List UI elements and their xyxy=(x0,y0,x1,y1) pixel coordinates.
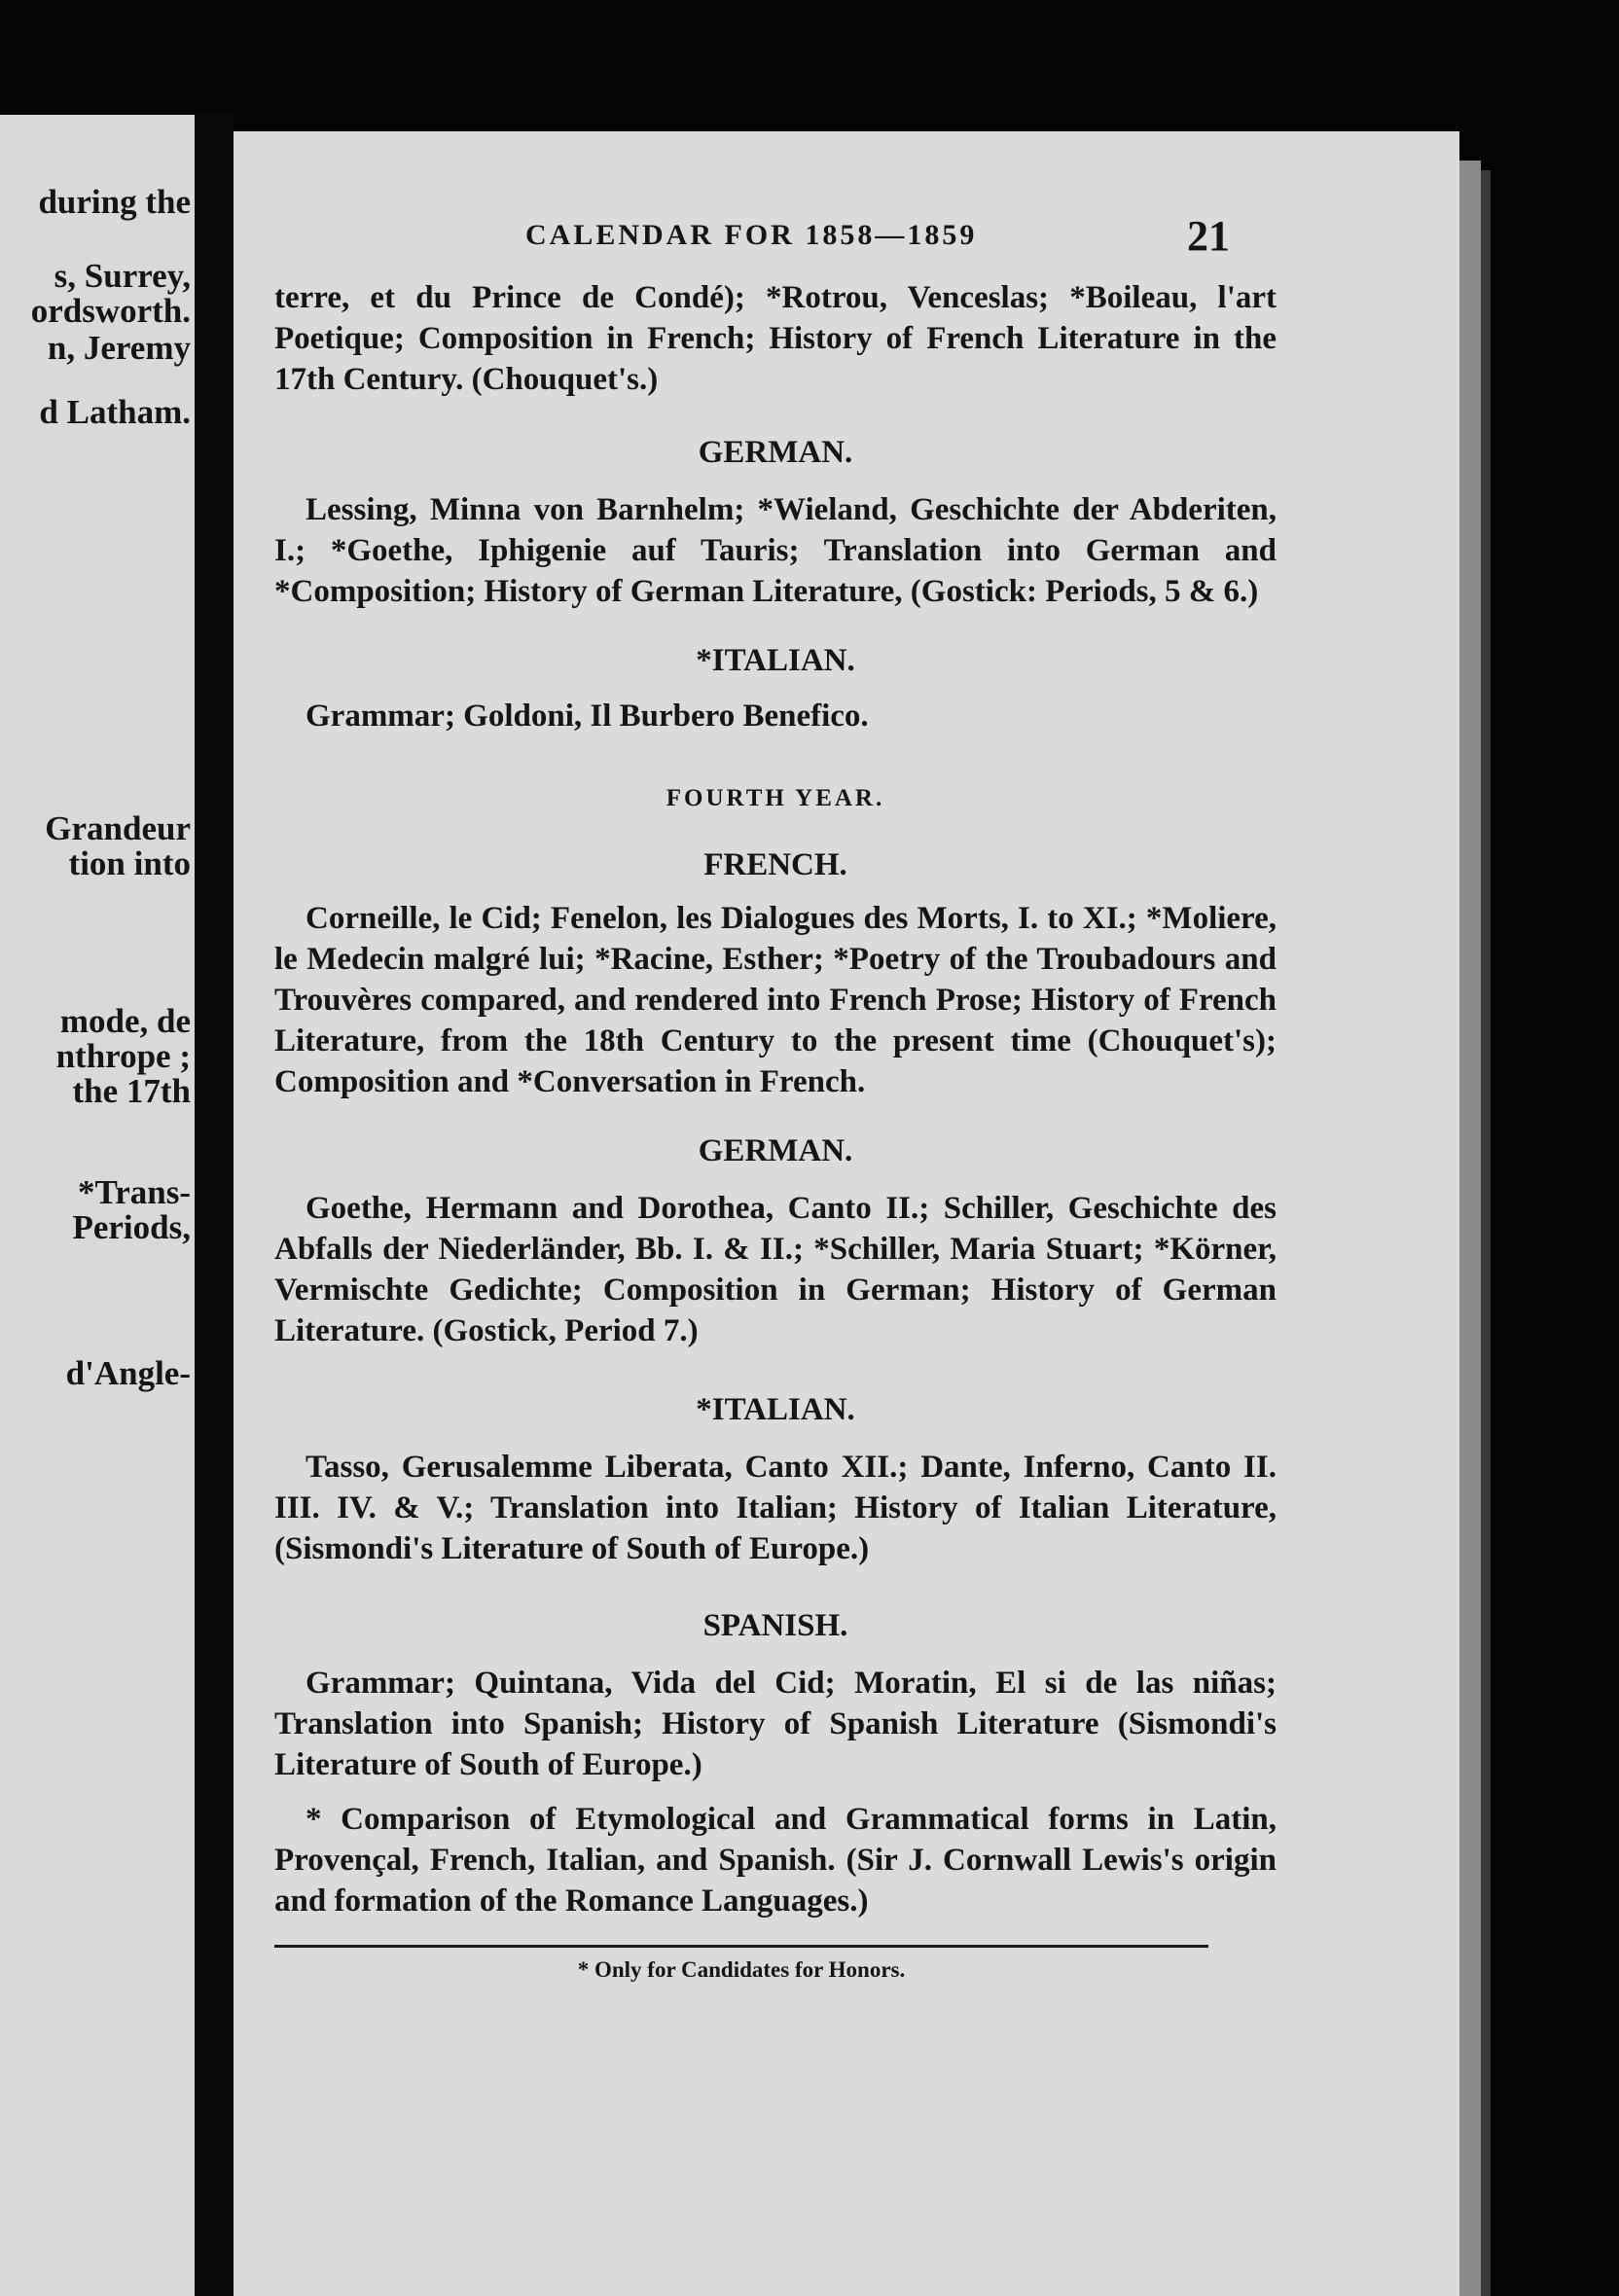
german-fourth-paragraph: Goethe, Hermann and Dorothea, Canto II.; Schiller, Geschichte des Abfalls der Niederländer, Bb. I. & II.; *Schiller, Maria Stuart; *Körner, Vermischte Gedichte; Composition in German; History of German Literature. (Gostick, Period 7.) xyxy=(274,1191,1277,1348)
heading-german-fourth: GERMAN. xyxy=(698,1133,853,1168)
german-paragraph: Lessing, Minna von Barnhelm; *Wieland, Geschichte der Abderiten, I.; *Goethe, Iphigenie auf Tauris; Translation into German and *Composition; History of German Literature, (Gostick: Periods, 5 & 6.) xyxy=(274,492,1277,609)
book-gutter xyxy=(195,115,234,2296)
spanish-paragraph: Grammar; Quintana, Vida del Cid; Moratin, El si de las niñas; Translation into Spanish; History of Spanish Literature (Sismondi's Literature of South of Europe.) xyxy=(274,1666,1277,1782)
heading-italian-fourth: *ITALIAN. xyxy=(696,1392,855,1427)
left-page-line: the 17th xyxy=(72,1072,191,1110)
left-page-line: s, Surrey, xyxy=(54,257,191,295)
heading-german: GERMAN. xyxy=(698,435,853,470)
right-page xyxy=(234,131,1459,2296)
italian-paragraph: Grammar; Goldoni, Il Burbero Benefico. xyxy=(306,699,869,734)
footnote-rule xyxy=(274,1945,1208,1948)
footnote: * Only for Candidates for Honors. xyxy=(577,1957,906,1982)
left-page-line: Periods, xyxy=(72,1208,191,1246)
heading-french: FRENCH. xyxy=(703,847,847,882)
page-edge xyxy=(1459,161,1481,2296)
heading-fourth-year: FOURTH YEAR. xyxy=(666,785,885,811)
left-page-line: Grandeur xyxy=(45,809,191,847)
intro-paragraph: terre, et du Prince de Condé); *Rotrou, Venceslas; *Boileau, l'art Poetique; Composition in French; History of French Literature in the 17th Century. (Chouquet's.) xyxy=(274,280,1277,397)
page-edge-shadow xyxy=(1481,170,1491,2296)
left-page-line: nthrope ; xyxy=(55,1037,191,1075)
left-page-line: mode, de xyxy=(59,1002,191,1040)
left-page-line: during the xyxy=(38,183,191,221)
french-paragraph: Corneille, le Cid; Fenelon, les Dialogues des Morts, I. to XI.; *Moliere, le Medecin malgré lui; *Racine, Esther; *Poetry of the Troubadours and Trouvères compared, and rendered into French Prose; History of French Literature, from the 18th Century to the present time (Chouquet's); Composition and *Conversation in French. xyxy=(274,901,1277,1099)
page-content xyxy=(274,277,1277,1983)
left-page xyxy=(0,115,195,2296)
left-page-line: n, Jeremy xyxy=(47,329,191,367)
page-number: 21 xyxy=(1187,212,1230,260)
running-head: CALENDAR FOR 1858—1859 xyxy=(525,219,978,251)
left-page-line: tion into xyxy=(68,844,191,882)
heading-spanish: SPANISH. xyxy=(702,1608,848,1643)
left-page-line: *Trans- xyxy=(77,1173,191,1211)
italian-fourth-paragraph: Tasso, Gerusalemme Liberata, Canto XII.; Dante, Inferno, Canto II. III. IV. & V.; Translation into Italian; History of Italian Literature, (Sismondi's Literature of South of Europe.) xyxy=(274,1450,1277,1566)
comparison-paragraph: * Comparison of Etymological and Grammatical forms in Latin, Provençal, French, Italian, and Spanish. (Sir J. Cornwall Lewis's origin and formation of the Romance Languages.) xyxy=(274,1802,1277,1919)
left-page-line: d Latham. xyxy=(39,393,191,431)
left-page-line: d'Angle- xyxy=(65,1354,191,1392)
heading-italian: *ITALIAN. xyxy=(696,643,855,678)
left-page-line: ordsworth. xyxy=(30,292,191,330)
